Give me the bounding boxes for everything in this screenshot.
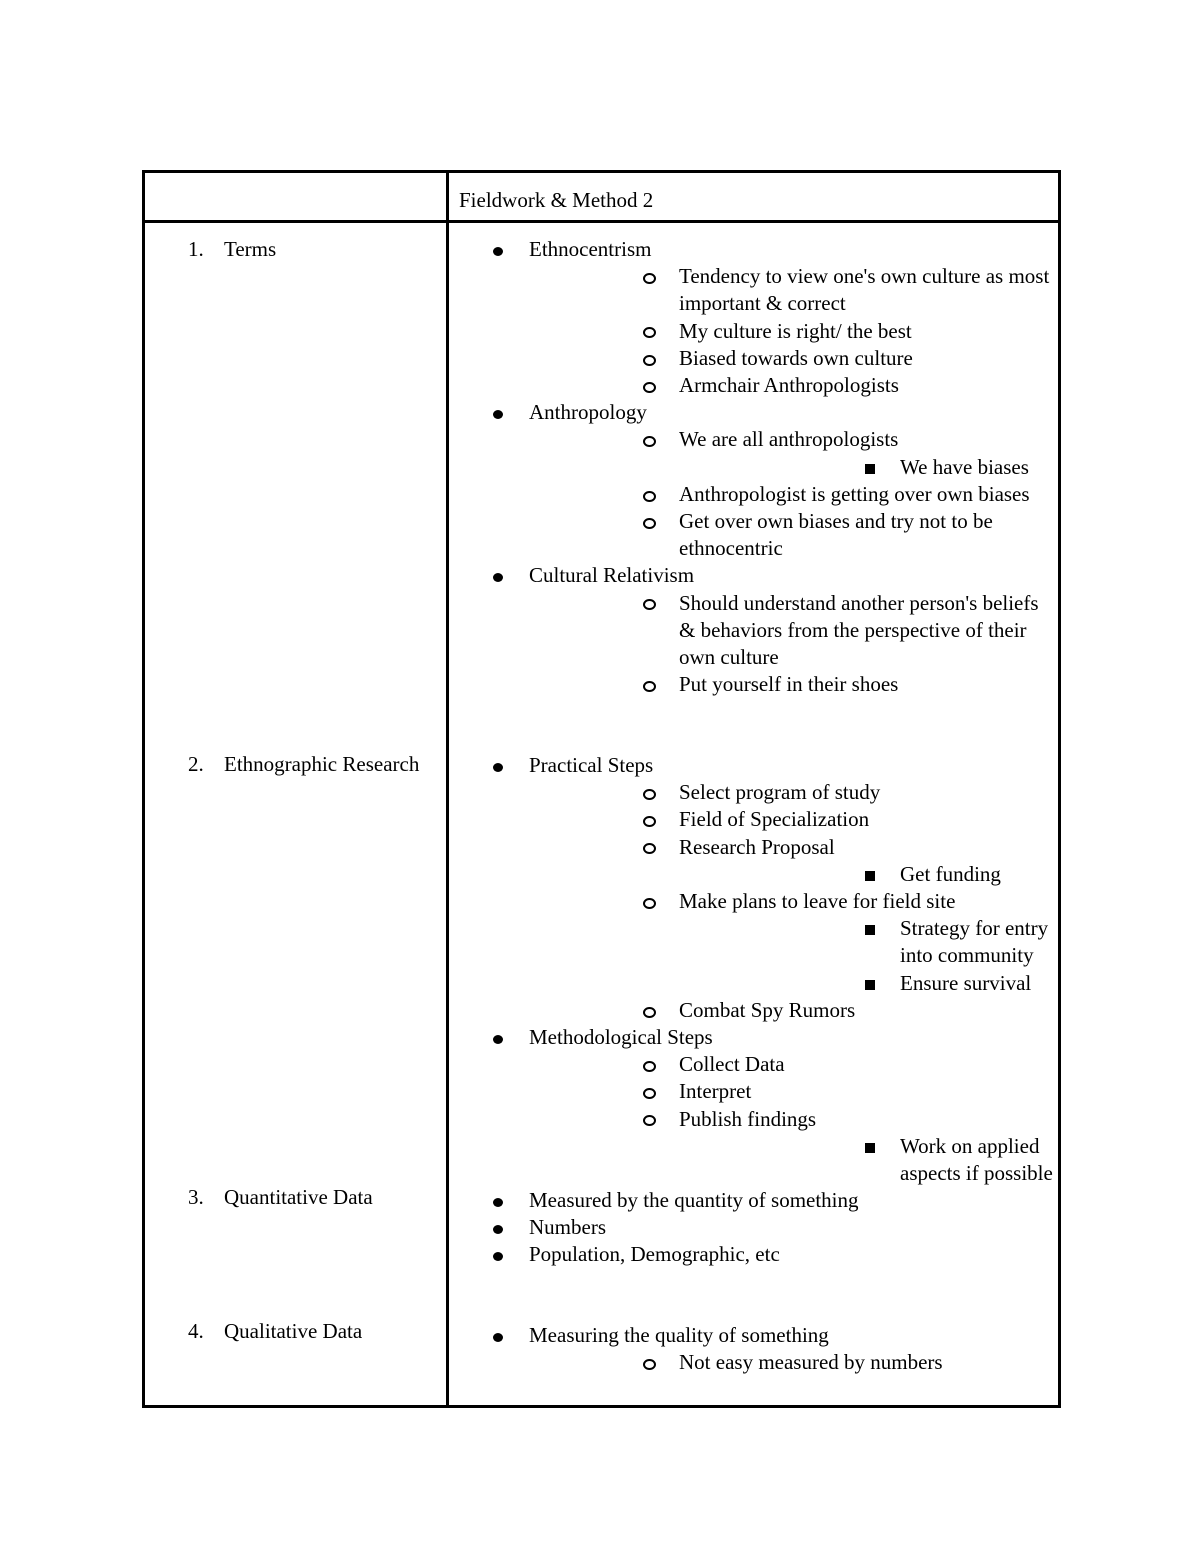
- hollow-circle-bullet-icon: [643, 263, 656, 290]
- filled-dot-bullet-icon: [493, 1214, 503, 1241]
- list-item: Collect Data: [529, 1051, 1059, 1078]
- list-item: Should understand another person's beliefs & behaviors from the perspective of their own culture: [529, 590, 1059, 672]
- list-item: Work on applied aspects if possible: [679, 1133, 1059, 1187]
- page-title: Fieldwork & Method 2: [459, 188, 654, 212]
- topic-number: 2.: [188, 752, 204, 776]
- sub-sub-list: [679, 454, 1059, 481]
- filled-dot-bullet-icon: [493, 1241, 503, 1268]
- list-item: Strategy for entry into community: [679, 915, 1059, 969]
- list-item: Biased towards own culture: [529, 345, 1059, 372]
- hollow-circle-bullet-icon: [643, 671, 656, 698]
- list-item: Select program of study: [529, 779, 1059, 806]
- hollow-circle-bullet-icon: [643, 997, 656, 1024]
- topic-label: Ethnographic Research: [224, 752, 420, 776]
- list-item: Armchair Anthropologists: [529, 372, 1059, 399]
- notes-quantitative-data: [449, 1187, 1059, 1269]
- hollow-circle-bullet-icon: [643, 481, 656, 508]
- hollow-circle-bullet-icon: [643, 318, 656, 345]
- list-item: Get over own biases and try not to be ethnocentric: [529, 508, 1059, 562]
- square-bullet-icon: [865, 454, 875, 481]
- hollow-circle-bullet-icon: [643, 508, 656, 535]
- hollow-circle-bullet-icon: [643, 779, 656, 806]
- list-item: Measuring the quality of something Not easy measured by numbers: [449, 1322, 1059, 1376]
- notes-ethnographic-research: [449, 752, 1059, 1187]
- square-bullet-icon: [865, 915, 875, 942]
- hollow-circle-bullet-icon: [643, 372, 656, 399]
- list-item: Not easy measured by numbers: [529, 1349, 1059, 1376]
- hollow-circle-bullet-icon: [643, 1051, 656, 1078]
- sub-sub-list: [679, 1133, 1059, 1187]
- sub-list: [529, 779, 1059, 1024]
- list-item: Anthropologist is getting over own biases: [529, 481, 1059, 508]
- list-item: Combat Spy Rumors: [529, 997, 1059, 1024]
- list-item: Cultural Relativism Should understand another person's beliefs & behaviors from the perspective of their own culture Put yourself in their shoes: [449, 562, 1059, 698]
- list-item: Interpret: [529, 1078, 1059, 1105]
- topic-label: Terms: [224, 237, 277, 261]
- filled-dot-bullet-icon: [493, 1024, 503, 1051]
- list-item: Numbers: [449, 1214, 1059, 1241]
- hollow-circle-bullet-icon: [643, 426, 656, 453]
- square-bullet-icon: [865, 861, 875, 888]
- list-item: Get funding: [679, 861, 1059, 888]
- list-item: Publish findings Work on applied aspects if possible: [529, 1106, 1059, 1188]
- list-item: Ensure survival: [679, 970, 1059, 997]
- hollow-circle-bullet-icon: [643, 1106, 656, 1133]
- hollow-circle-bullet-icon: [643, 1078, 656, 1105]
- list-item: My culture is right/ the best: [529, 318, 1059, 345]
- bullet-list: [449, 1322, 1059, 1376]
- filled-dot-bullet-icon: [493, 1187, 503, 1214]
- filled-dot-bullet-icon: [493, 562, 503, 589]
- list-item: Put yourself in their shoes: [529, 671, 1059, 698]
- topic-number: 1.: [188, 237, 204, 261]
- sub-list: [529, 1051, 1059, 1187]
- hollow-circle-bullet-icon: [643, 1349, 656, 1376]
- filled-dot-bullet-icon: [493, 399, 503, 426]
- sub-sub-list: [679, 861, 1059, 888]
- bullet-list: [449, 1187, 1059, 1269]
- hollow-circle-bullet-icon: [643, 806, 656, 833]
- header-divider: [145, 220, 1058, 223]
- bullet-list: [449, 236, 1059, 698]
- list-item: Tendency to view one's own culture as most important & correct: [529, 263, 1059, 317]
- topic-label: Quantitative Data: [224, 1185, 373, 1209]
- list-item: Field of Specialization: [529, 806, 1059, 833]
- hollow-circle-bullet-icon: [643, 345, 656, 372]
- square-bullet-icon: [865, 1133, 875, 1160]
- sub-list: [529, 1349, 1059, 1376]
- sub-list: [529, 426, 1059, 562]
- list-item: Ethnocentrism Tendency to view one's own culture as most important & correct My culture is right/ the best Biased towards own culture Armchair Anthropologists: [449, 236, 1059, 399]
- list-item: Population, Demographic, etc: [449, 1241, 1059, 1268]
- sub-list: [529, 590, 1059, 699]
- list-item: We have biases: [679, 454, 1059, 481]
- notes-table: [142, 170, 1061, 1408]
- hollow-circle-bullet-icon: [643, 888, 656, 915]
- list-item: Research Proposal Get funding: [529, 834, 1059, 888]
- square-bullet-icon: [865, 970, 875, 997]
- notes-qualitative-data: [449, 1322, 1059, 1376]
- notes-terms: [449, 236, 1059, 698]
- bullet-list: [449, 752, 1059, 1187]
- topic-number: 4.: [188, 1319, 204, 1343]
- filled-dot-bullet-icon: [493, 236, 503, 263]
- list-item: We are all anthropologists We have biases: [529, 426, 1059, 480]
- list-item: Anthropology We are all anthropologists We have biases Anthropologist is getting over own biases Get over own biases and try not to be ethnocentric: [449, 399, 1059, 562]
- list-item: Practical Steps Select program of study Field of Specialization Research Proposal Get funding Make plans to leave for field site Strategy for entry into community Ensure survival Combat Spy Rumors: [449, 752, 1059, 1024]
- list-item: Measured by the quantity of something: [449, 1187, 1059, 1214]
- sub-sub-list: [679, 915, 1059, 997]
- hollow-circle-bullet-icon: [643, 834, 656, 861]
- filled-dot-bullet-icon: [493, 752, 503, 779]
- topic-number: 3.: [188, 1185, 204, 1209]
- topic-label: Qualitative Data: [224, 1319, 363, 1343]
- hollow-circle-bullet-icon: [643, 590, 656, 617]
- list-item: Methodological Steps Collect Data Interpret Publish findings Work on applied aspects if possible: [449, 1024, 1059, 1187]
- list-item: Make plans to leave for field site Strategy for entry into community Ensure survival: [529, 888, 1059, 997]
- sub-list: [529, 263, 1059, 399]
- filled-dot-bullet-icon: [493, 1322, 503, 1349]
